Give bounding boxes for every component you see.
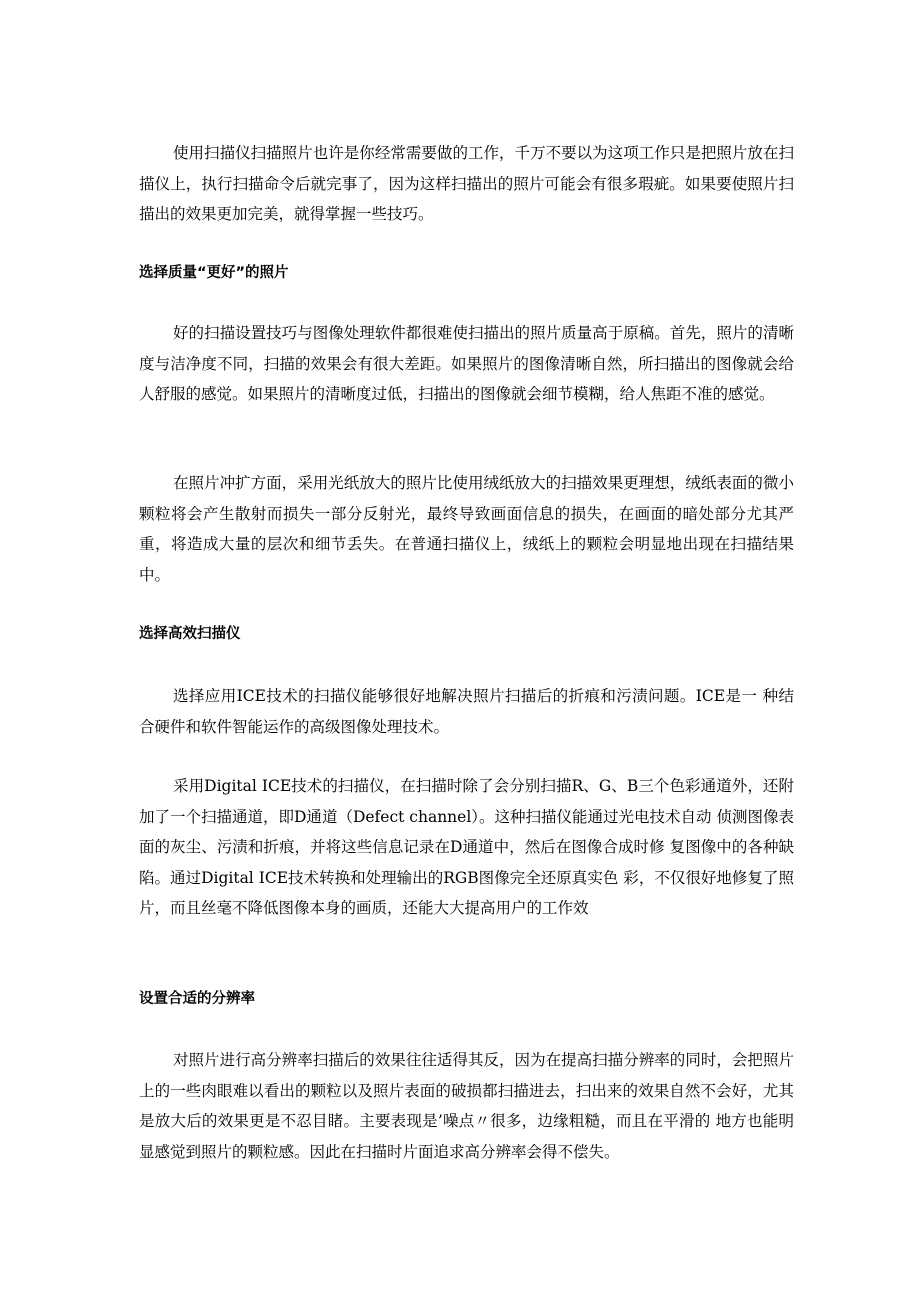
section-heading-efficient-scanner: 选择高效扫描仪	[139, 626, 241, 642]
paragraph-digital-ice: 采用Digital ICE技术的扫描仪，在扫描时除了会分别扫描R、G、B三个色彩通道外，还附加了一个扫描通道，即D通道（Defect channel）。这种扫描仪能通过光电技术自动 侦测图像表面的灰尘、污渍和折痕，并将这些信息记录在D通道中，然后在图像合成时修 复图像中的各种缺陷。通过Digital ICE技术转换和处理输出的RGB图像完全还原真实色 彩，不仅很好地修复了照片，而且丝毫不降低图像本身的画质，还能大大提高用户的工作效	[139, 777, 794, 917]
paragraph-ice-intro: 选择应用ICE技术的扫描仪能够很好地解决照片扫描后的折痕和污渍问题。ICE是一 种结合硬件和软件智能运作的高级图像处理技术。	[139, 687, 794, 736]
paragraph-resolution: 对照片进行高分辨率扫描后的效果往往适得其反，因为在提高扫描分辨率的同时，会把照片上的一些肉眼难以看出的颗粒以及照片表面的破损都扫描进去，扫出来的效果自然不会好，尤其是放大后的效果更是不忍目睹。主要表现是’噪点〃很多，边缘粗糙，而且在平滑的 地方也能明显感觉到照片的颗粒感。因此在扫描时片面追求高分辨率会得不偿失。	[139, 1051, 794, 1161]
intro-paragraph: 使用扫描仪扫描照片也许是你经常需要做的工作，千万不要以为这项工作只是把照片放在扫描仪上，执行扫描命令后就完事了，因为这样扫描出的照片可能会有很多瑕疵。如果要使照片扫描出的效果更加完美，就得掌握一些技巧。	[139, 144, 794, 223]
section-heading-resolution: 设置合适的分辨率	[139, 991, 255, 1007]
paragraph-photo-paper: 在照片冲扩方面，采用光纸放大的照片比使用绒纸放大的扫描效果更理想，绒纸表面的微小颗粒将会产生散射而损失一部分反射光，最终导致画面信息的损失，在画面的暗处部分尤其严重，将造成大量的层次和细节丢失。在普通扫描仪上，绒纸上的颗粒会明显地出现在扫描结果中。	[139, 474, 794, 584]
paragraph-original-quality: 好的扫描设置技巧与图像处理软件都很难使扫描出的照片质量高于原稿。首先，照片的清晰度与洁净度不同，扫描的效果会有很大差距。如果照片的图像清晰自然，所扫描出的图像就会给人舒服的感觉。如果照片的清晰度过低，扫描出的图像就会细节模糊，给人焦距不准的感觉。	[139, 324, 794, 403]
section-heading-photo-quality: 选择质量“更好”的照片	[139, 265, 289, 281]
